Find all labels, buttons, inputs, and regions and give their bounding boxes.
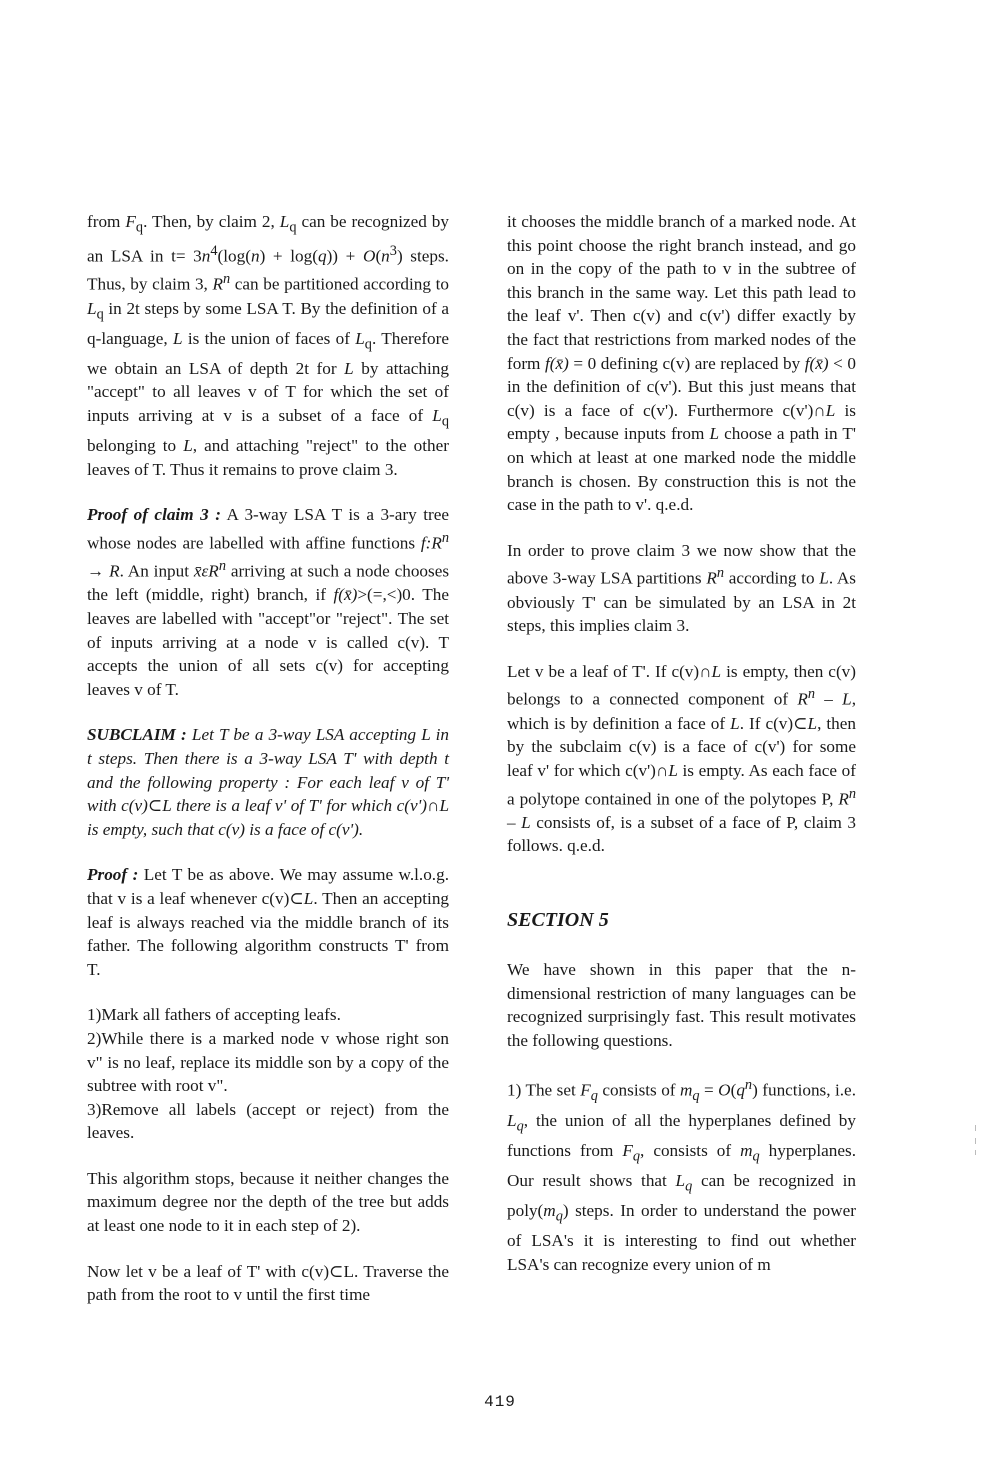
subclaim-label: SUBCLAIM : — [87, 725, 187, 745]
paragraph: We have shown in this paper that the n-dimensional restriction of many languages can be recognized surprisingly fast. This result motivates the following questions. — [507, 960, 856, 1050]
section-heading: SECTION 5 — [507, 909, 609, 932]
margin-mark — [975, 1125, 976, 1131]
proof-label: Proof : — [87, 865, 139, 885]
paragraph: Proof of claim 3 : A 3-way LSA T is a 3-ary tree whose nodes are labelled with affine functions $f:R^n \to R$. An input $x̄\varepsilon R^n$ arriving at such a node chooses the left (middle, right) branch, if f(x̄)>(=,<)0. The leaves are labelled with "accept"or "reject". The set of inputs arriving at a node v is called c(v). T accepts the union of all sets c(v) for accepting leaves v of T. — [87, 505, 450, 699]
right-column — [507, 210, 856, 1277]
page-number: 419 — [484, 1393, 516, 1411]
paragraph: 1) The set $F_q$ consists of $m_q = O(q^n)$ functions, i.e. $L_q$, the union of all the hyperplanes defined by functions from $F_q$, consists of $m_q$ hyperplanes. Our result shows that $L_q$ can be recognized in $poly(m_q)$ steps. In order to understand the power of LSA's it is interesting to find out whether LSA's can recognize every union of m — [507, 1077, 857, 1274]
paragraph: from $F_q$. Then, by claim 2, $L_q$ can be recognized by an LSA in $t= 3n^4(\log(n) + \log(q)) + O(n^3)$ steps. Thus, by claim 3, $R^n$ can be partitioned according to $L_q$ in 2t steps by some LSA T. By the definition of a q-language, L is the union of faces of $L_q$. Therefore we obtain an LSA of depth 2t for L by attaching "accept" to all leaves v of T for which the set of inputs arriving at v is a subset of a face of $L_q$ belonging to L, and attaching "reject" to the other leaves of T. Thus it remains to prove claim 3. — [87, 212, 450, 479]
list-item: 2)While there is a marked node v whose right son v" is no leaf, replace its middle son by a copy of the subtree with root v". — [87, 1028, 449, 1096]
paragraph: Proof : Let T be as above. We may assume w.l.o.g. that v is a leaf whenever c(v)⊂L. Then an accepting leaf is always reached via the middle branch of its father. The following algorithm constructs T' from T. — [87, 865, 450, 979]
algorithm-steps — [87, 1003, 449, 1145]
left-column — [87, 210, 449, 1307]
paragraph: This algorithm stops, because it neither changes the maximum degree nor the depth of the tree but adds at least one node to it in each step of 2). — [87, 1168, 449, 1236]
paragraph: In order to prove claim 3 we now show that the above 3-way LSA partitions $R^n$ according to L. As obviously T' can be simulated by an LSA in 2t steps, this implies claim 3. — [507, 540, 856, 636]
proof-label: Proof of claim 3 : — [87, 505, 221, 525]
paragraph: it chooses the middle branch of a marked node. At this point choose the right branch instead, and go on in the copy of the path to v in the subtree of this branch in the same way. Let this path lead to the leaf v'. Then c(v) and c(v') differ exactly by the fact that restrictions from marked nodes of the form f(x̄) = 0 defining c(v) are replaced by f(x̄) < 0 in the definition of c(v'). But this just means that c(v) is a face of c(v'). Furthermore c(v')∩L is empty , because inputs from L choose a path in T' on which at least at one marked node the middle branch is chosen. By construction this is not the case in the path to v'. q.e.d. — [507, 212, 856, 515]
paragraph: Let v be a leaf of T'. If c(v)∩L is empty, then c(v) belongs to a connected component of $R^n$ – L, which is by definition a face of L. If c(v)⊂L, then by the subclaim c(v) is a face of c(v') for some leaf v' for which c(v')∩L is empty. As each face of a polytope contained in one of the polytopes P, $R^n$ – L consists of, is a subset of a face of P, claim 3 follows. q.e.d. — [507, 661, 857, 856]
list-item: 1)Mark all fathers of accepting leafs. — [87, 1005, 341, 1025]
margin-mark — [975, 1150, 976, 1155]
list-item: 3)Remove all labels (accept or reject) from the leaves. — [87, 1099, 449, 1143]
paragraph: Now let v be a leaf of T' with c(v)⊂L. Traverse the path from the root to v until the first time — [87, 1261, 449, 1305]
margin-mark — [975, 1138, 976, 1144]
subclaim-paragraph: SUBCLAIM : Let T be a 3-way LSA accepting L in t steps. Then there is a 3-way LSA T' with depth t and the following property : For each leaf v of T' with c(v)⊂L there is a leaf v' of T' for which c(v')∩L is empty, such that c(v) is a face of c(v'). — [87, 725, 449, 839]
